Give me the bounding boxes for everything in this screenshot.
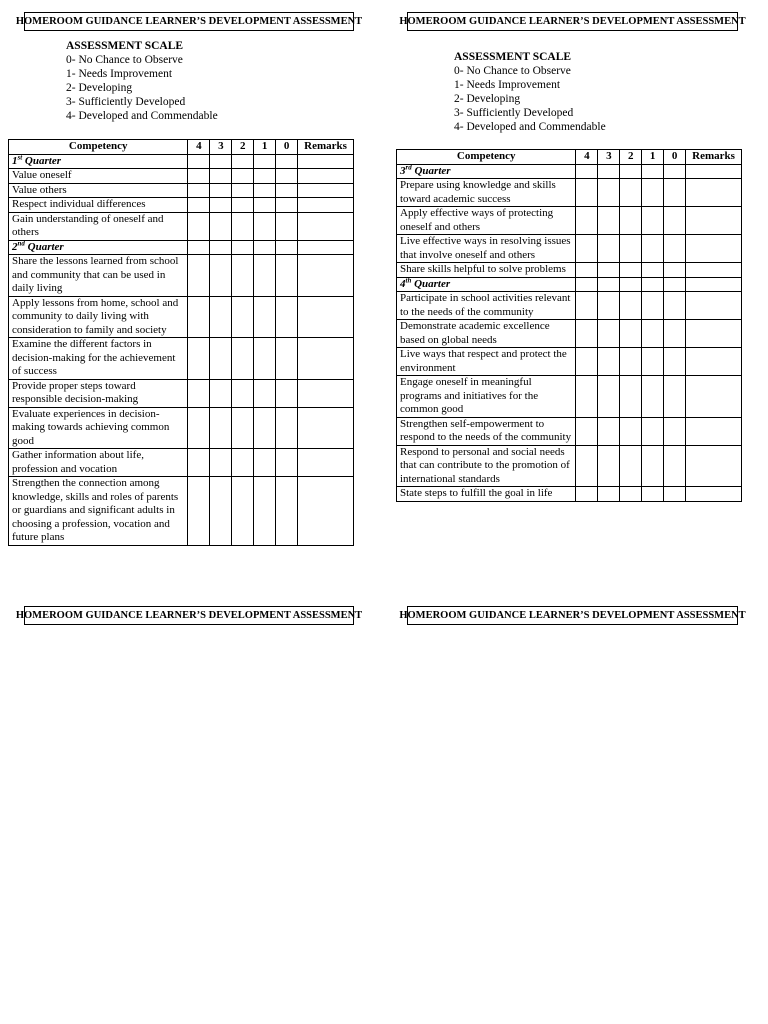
rating-cell[interactable] — [598, 207, 620, 235]
col-1: 1 — [254, 140, 276, 155]
col-3: 3 — [598, 150, 620, 165]
rating-cell[interactable] — [254, 477, 276, 546]
quarter-row — [397, 277, 742, 292]
rating-cell[interactable] — [598, 417, 620, 445]
scale-item: 4- Developed and Commendable — [454, 121, 606, 133]
remarks-cell[interactable] — [686, 487, 742, 502]
col-0: 0 — [664, 150, 686, 165]
competency-text: Examine the different factors in decision-making for the achievement of success — [9, 338, 188, 380]
remarks-cell[interactable] — [298, 449, 354, 477]
table-row — [397, 417, 742, 445]
table-row — [397, 348, 742, 376]
rating-cell[interactable] — [254, 212, 276, 240]
rating-cell[interactable] — [576, 292, 598, 320]
rating-cell[interactable] — [276, 379, 298, 407]
rating-cell[interactable] — [620, 348, 642, 376]
rating-cell[interactable] — [576, 235, 598, 263]
competency-text: Share the lessons learned from school and community that can be used in daily living — [9, 255, 188, 297]
rating-cell[interactable] — [254, 154, 276, 169]
rating-cell[interactable] — [276, 449, 298, 477]
rating-cell[interactable] — [598, 292, 620, 320]
quarter-label: 4th Quarter — [397, 277, 576, 292]
assessment-scale-left — [66, 39, 218, 123]
competency-table-left — [8, 139, 354, 546]
scale-title: ASSESSMENT SCALE — [66, 40, 184, 52]
rating-cell[interactable] — [254, 449, 276, 477]
competency-text: Apply effective ways of protecting oneself and others — [397, 207, 576, 235]
rating-cell[interactable] — [276, 255, 298, 297]
competency-text: Participate in school activities relevant to the needs of the community — [397, 292, 576, 320]
rating-cell[interactable] — [642, 292, 664, 320]
remarks-cell[interactable] — [298, 169, 354, 184]
rating-cell[interactable] — [188, 212, 210, 240]
rating-cell[interactable] — [576, 376, 598, 418]
table-row — [397, 320, 742, 348]
rating-cell[interactable] — [620, 235, 642, 263]
rating-cell[interactable] — [188, 477, 210, 546]
rating-cell[interactable] — [210, 296, 232, 338]
rating-cell[interactable] — [188, 379, 210, 407]
table-row — [9, 477, 354, 546]
rating-cell[interactable] — [210, 212, 232, 240]
rating-cell[interactable] — [232, 212, 254, 240]
quarter-label: 2nd Quarter — [9, 240, 188, 255]
competency-text: Value others — [9, 183, 188, 198]
rating-cell[interactable] — [276, 169, 298, 184]
table-row — [9, 407, 354, 449]
rating-cell[interactable] — [188, 183, 210, 198]
rating-cell[interactable] — [210, 449, 232, 477]
scale-item: 0- No Chance to Observe — [66, 54, 183, 66]
rating-cell[interactable] — [188, 296, 210, 338]
remarks-cell[interactable] — [686, 348, 742, 376]
rating-cell[interactable] — [232, 169, 254, 184]
col-2: 2 — [232, 140, 254, 155]
competency-text: Value oneself — [9, 169, 188, 184]
rating-cell[interactable] — [598, 263, 620, 278]
competency-text: Live ways that respect and protect the environment — [397, 348, 576, 376]
rating-cell[interactable] — [210, 183, 232, 198]
rating-cell[interactable] — [188, 255, 210, 297]
rating-cell[interactable] — [276, 198, 298, 213]
rating-cell[interactable] — [598, 179, 620, 207]
table-header-row — [9, 140, 354, 155]
competency-text: Strengthen the connection among knowledge, skills and roles of parents or guardians and significant adults in choosing a profession, vocation and future plans — [9, 477, 188, 546]
rating-cell[interactable] — [576, 320, 598, 348]
rating-cell[interactable] — [642, 235, 664, 263]
rating-cell[interactable] — [232, 240, 254, 255]
table-row — [9, 338, 354, 380]
col-competency: Competency — [397, 150, 576, 165]
table-header-row — [397, 150, 742, 165]
rating-cell[interactable] — [232, 407, 254, 449]
rating-cell[interactable] — [642, 376, 664, 418]
competency-text: Share skills helpful to solve problems — [397, 263, 576, 278]
rating-cell[interactable] — [642, 277, 664, 292]
table-row — [397, 292, 742, 320]
table-row — [397, 235, 742, 263]
table-row — [397, 445, 742, 487]
remarks-cell[interactable] — [298, 183, 354, 198]
rating-cell[interactable] — [276, 212, 298, 240]
rating-cell[interactable] — [254, 338, 276, 380]
rating-cell[interactable] — [620, 164, 642, 179]
rating-cell[interactable] — [276, 183, 298, 198]
rating-cell[interactable] — [276, 477, 298, 546]
rating-cell[interactable] — [232, 449, 254, 477]
rating-cell[interactable] — [210, 255, 232, 297]
rating-cell[interactable] — [276, 338, 298, 380]
table-row — [9, 212, 354, 240]
rating-cell[interactable] — [664, 376, 686, 418]
rating-cell[interactable] — [664, 164, 686, 179]
rating-cell[interactable] — [276, 296, 298, 338]
table-row — [9, 169, 354, 184]
col-competency: Competency — [9, 140, 188, 155]
rating-cell[interactable] — [232, 379, 254, 407]
remarks-cell[interactable] — [298, 255, 354, 297]
rating-cell[interactable] — [664, 292, 686, 320]
rating-cell[interactable] — [664, 487, 686, 502]
quarter-row — [9, 240, 354, 255]
rating-cell[interactable] — [188, 154, 210, 169]
header-bottom-left: HOMEROOM GUIDANCE LEARNER’S DEVELOPMENT ASSESSMENT — [24, 606, 354, 625]
table-row — [9, 296, 354, 338]
scale-item: 1- Needs Improvement — [66, 68, 173, 80]
scale-item: 4- Developed and Commendable — [66, 110, 218, 122]
rating-cell[interactable] — [210, 240, 232, 255]
rating-cell[interactable] — [598, 487, 620, 502]
rating-cell[interactable] — [576, 487, 598, 502]
rating-cell[interactable] — [576, 348, 598, 376]
rating-cell[interactable] — [664, 277, 686, 292]
rating-cell[interactable] — [276, 407, 298, 449]
rating-cell[interactable] — [576, 164, 598, 179]
rating-cell[interactable] — [598, 445, 620, 487]
remarks-cell[interactable] — [686, 376, 742, 418]
table-row — [397, 207, 742, 235]
table-row — [9, 379, 354, 407]
rating-cell[interactable] — [664, 320, 686, 348]
header-top-left: HOMEROOM GUIDANCE LEARNER’S DEVELOPMENT ASSESSMENT — [24, 12, 354, 31]
competency-text: Respond to personal and social needs that can contribute to the promotion of international standards — [397, 445, 576, 487]
table-row — [9, 183, 354, 198]
rating-cell[interactable] — [232, 198, 254, 213]
rating-cell[interactable] — [598, 348, 620, 376]
table-row — [397, 376, 742, 418]
rating-cell[interactable] — [620, 417, 642, 445]
remarks-cell[interactable] — [298, 296, 354, 338]
rating-cell[interactable] — [232, 338, 254, 380]
rating-cell[interactable] — [576, 263, 598, 278]
rating-cell[interactable] — [620, 207, 642, 235]
competency-text: Provide proper steps toward responsible decision-making — [9, 379, 188, 407]
remarks-cell[interactable] — [686, 445, 742, 487]
rating-cell[interactable] — [210, 154, 232, 169]
scale-item: 3- Sufficiently Developed — [66, 96, 186, 108]
rating-cell[interactable] — [664, 417, 686, 445]
rating-cell[interactable] — [620, 320, 642, 348]
rating-cell[interactable] — [188, 198, 210, 213]
rating-cell[interactable] — [620, 292, 642, 320]
competency-text: Demonstrate academic excellence based on global needs — [397, 320, 576, 348]
competency-text: Live effective ways in resolving issues that involve oneself and others — [397, 235, 576, 263]
scale-title: ASSESSMENT SCALE — [454, 51, 572, 63]
col-4: 4 — [576, 150, 598, 165]
remarks-cell[interactable] — [686, 164, 742, 179]
rating-cell[interactable] — [254, 183, 276, 198]
rating-cell[interactable] — [642, 207, 664, 235]
rating-cell[interactable] — [642, 348, 664, 376]
table-row — [9, 255, 354, 297]
rating-cell[interactable] — [620, 487, 642, 502]
rating-cell[interactable] — [598, 235, 620, 263]
table-row — [397, 487, 742, 502]
table-row — [397, 179, 742, 207]
rating-cell[interactable] — [642, 263, 664, 278]
competency-table-right — [396, 149, 742, 502]
scale-item: 2- Developing — [454, 93, 521, 105]
col-4: 4 — [188, 140, 210, 155]
rating-cell[interactable] — [254, 169, 276, 184]
competency-text: Gather information about life, profession and vocation — [9, 449, 188, 477]
rating-cell[interactable] — [642, 417, 664, 445]
competency-text: State steps to fulfill the goal in life — [397, 487, 576, 502]
rating-cell[interactable] — [642, 179, 664, 207]
competency-text: Gain understanding of oneself and others — [9, 212, 188, 240]
remarks-cell[interactable] — [686, 320, 742, 348]
rating-cell[interactable] — [254, 198, 276, 213]
remarks-cell[interactable] — [686, 179, 742, 207]
rating-cell[interactable] — [642, 445, 664, 487]
rating-cell[interactable] — [232, 255, 254, 297]
rating-cell[interactable] — [576, 445, 598, 487]
remarks-cell[interactable] — [298, 477, 354, 546]
rating-cell[interactable] — [188, 407, 210, 449]
rating-cell[interactable] — [664, 235, 686, 263]
competency-text: Apply lessons from home, school and community to daily living with consideration to family and society — [9, 296, 188, 338]
rating-cell[interactable] — [210, 198, 232, 213]
rating-cell[interactable] — [188, 449, 210, 477]
rating-cell[interactable] — [188, 338, 210, 380]
rating-cell[interactable] — [254, 379, 276, 407]
assessment-scale-right — [454, 50, 606, 134]
competency-text: Strengthen self-empowerment to respond to the needs of the community — [397, 417, 576, 445]
remarks-cell[interactable] — [686, 263, 742, 278]
remarks-cell[interactable] — [686, 417, 742, 445]
rating-cell[interactable] — [210, 379, 232, 407]
col-remarks: Remarks — [686, 150, 742, 165]
rating-cell[interactable] — [664, 207, 686, 235]
col-3: 3 — [210, 140, 232, 155]
rating-cell[interactable] — [576, 207, 598, 235]
header-bottom-right: HOMEROOM GUIDANCE LEARNER’S DEVELOPMENT ASSESSMENT — [407, 606, 738, 625]
rating-cell[interactable] — [664, 179, 686, 207]
remarks-cell[interactable] — [298, 240, 354, 255]
competency-text: Evaluate experiences in decision-making towards achieving common good — [9, 407, 188, 449]
rating-cell[interactable] — [210, 407, 232, 449]
table-row — [397, 263, 742, 278]
col-0: 0 — [276, 140, 298, 155]
col-2: 2 — [620, 150, 642, 165]
remarks-cell[interactable] — [298, 154, 354, 169]
rating-cell[interactable] — [254, 407, 276, 449]
col-remarks: Remarks — [298, 140, 354, 155]
rating-cell[interactable] — [598, 376, 620, 418]
remarks-cell[interactable] — [298, 379, 354, 407]
competency-text: Respect individual differences — [9, 198, 188, 213]
rating-cell[interactable] — [254, 240, 276, 255]
remarks-cell[interactable] — [298, 198, 354, 213]
rating-cell[interactable] — [598, 277, 620, 292]
rating-cell[interactable] — [276, 240, 298, 255]
remarks-cell[interactable] — [686, 235, 742, 263]
col-1: 1 — [642, 150, 664, 165]
remarks-cell[interactable] — [686, 292, 742, 320]
rating-cell[interactable] — [620, 445, 642, 487]
rating-cell[interactable] — [598, 164, 620, 179]
table-row — [9, 198, 354, 213]
rating-cell[interactable] — [232, 183, 254, 198]
rating-cell[interactable] — [254, 296, 276, 338]
rating-cell[interactable] — [642, 487, 664, 502]
remarks-cell[interactable] — [686, 207, 742, 235]
rating-cell[interactable] — [576, 277, 598, 292]
rating-cell[interactable] — [664, 263, 686, 278]
quarter-label: 3rd Quarter — [397, 164, 576, 179]
rating-cell[interactable] — [188, 169, 210, 184]
rating-cell[interactable] — [620, 277, 642, 292]
scale-item: 3- Sufficiently Developed — [454, 107, 574, 119]
header-top-right: HOMEROOM GUIDANCE LEARNER’S DEVELOPMENT ASSESSMENT — [407, 12, 738, 31]
rating-cell[interactable] — [210, 338, 232, 380]
rating-cell[interactable] — [232, 296, 254, 338]
remarks-cell[interactable] — [298, 338, 354, 380]
scale-item: 0- No Chance to Observe — [454, 65, 571, 77]
rating-cell[interactable] — [576, 179, 598, 207]
scale-item: 2- Developing — [66, 82, 133, 94]
rating-cell[interactable] — [642, 164, 664, 179]
rating-cell[interactable] — [210, 169, 232, 184]
table-row — [9, 449, 354, 477]
quarter-row — [397, 164, 742, 179]
scale-item: 1- Needs Improvement — [454, 79, 561, 91]
rating-cell[interactable] — [210, 477, 232, 546]
rating-cell[interactable] — [276, 154, 298, 169]
rating-cell[interactable] — [188, 240, 210, 255]
rating-cell[interactable] — [576, 417, 598, 445]
rating-cell[interactable] — [620, 179, 642, 207]
rating-cell[interactable] — [254, 255, 276, 297]
quarter-label: 1st Quarter — [9, 154, 188, 169]
remarks-cell[interactable] — [298, 212, 354, 240]
rating-cell[interactable] — [620, 263, 642, 278]
competency-text: Prepare using knowledge and skills toward academic success — [397, 179, 576, 207]
rating-cell[interactable] — [620, 376, 642, 418]
competency-text: Engage oneself in meaningful programs and initiatives for the common good — [397, 376, 576, 418]
rating-cell[interactable] — [664, 348, 686, 376]
rating-cell[interactable] — [664, 445, 686, 487]
rating-cell[interactable] — [642, 320, 664, 348]
remarks-cell[interactable] — [298, 407, 354, 449]
quarter-row — [9, 154, 354, 169]
rating-cell[interactable] — [232, 154, 254, 169]
remarks-cell[interactable] — [686, 277, 742, 292]
rating-cell[interactable] — [232, 477, 254, 546]
rating-cell[interactable] — [598, 320, 620, 348]
